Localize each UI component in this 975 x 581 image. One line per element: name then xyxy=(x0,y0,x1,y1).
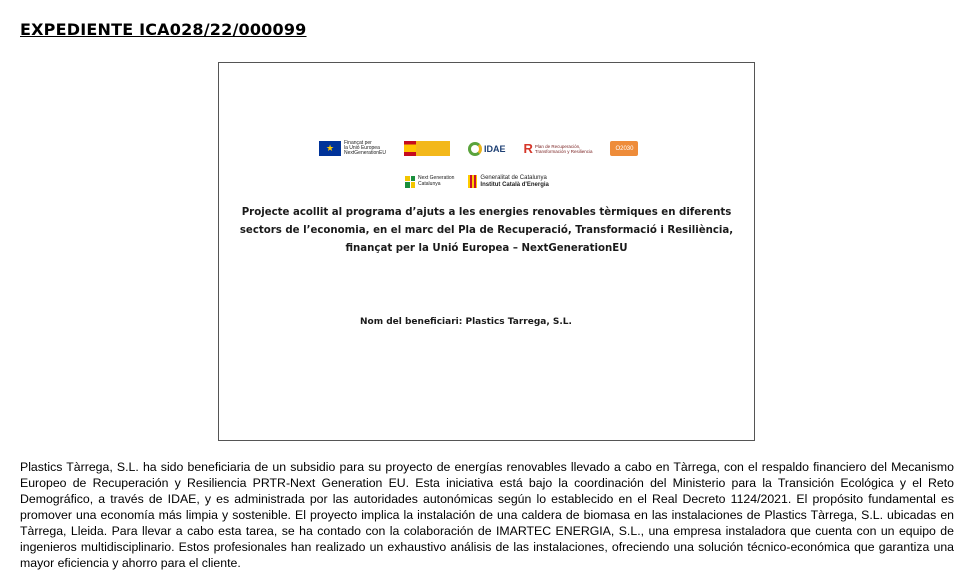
document-title: EXPEDIENTE ICA028/22/000099 xyxy=(20,20,307,39)
logo-row-bottom xyxy=(405,175,549,188)
funding-poster xyxy=(218,62,755,441)
gc-line1: Generalitat de Catalunya xyxy=(480,175,547,181)
next-generation-icon xyxy=(405,176,415,188)
idae-ring-icon xyxy=(468,142,482,156)
project-description: Plastics Tàrrega, S.L. ha sido beneficiaria de un subsidio para su proyecto de energías renovables llevado a cabo en Tàrrega, con el respaldo financiero del Mecanismo Europeo de Recuperación y Resiliencia PRTR-Next Generation EU. Esta iniciativa está bajo la coordinación del Ministerio para la Transición Ecológica y el Reto Demográfico, a través de IDAE, y es administrada por las autoridades autonómicas según lo establecido en el Real Decreto 1124/2021. El propósito fundamental es promover una economía más limpia y sostenible. El proyecto implica la instalación de una caldera de biomasa en las instalaciones de Plastics Tàrrega, S.L. ubicadas en Tàrrega, Lleida. Para llevar a cabo esta tarea, se ha contado con la colaboración de IMARTEC ENERGIA, S.L., una empresa instaladora que cuenta con un equipo de ingenieros multidisciplinario. Estos profesionales han realizado un exhaustivo análisis de las instalaciones, ofreciendo una solución técnico-económica que garantiza una mayor eficiencia y ahorro para el cliente. xyxy=(20,460,954,570)
spain-government-badge xyxy=(416,141,450,156)
ng-line1: Next Generation xyxy=(418,175,455,181)
idae-logo xyxy=(468,142,506,156)
beneficiary-name: Nom del beneficiari: Plastics Tarrega, S.L. xyxy=(360,317,572,327)
spain-government-logo xyxy=(404,141,450,156)
logo-row-top xyxy=(319,141,638,156)
program-line3: finançat per la Unió Europea – NextGenerationEU xyxy=(345,243,628,254)
eu-logo-line3: NextGenerationEU xyxy=(344,150,386,156)
spain-flag-icon xyxy=(404,141,416,156)
eu-logo-line1: Finançat per xyxy=(344,140,372,146)
program-line2: sectors de l’economia, en el marc del Pla de Recuperació, Transformació i Resiliència, xyxy=(239,225,734,236)
eu-flag-icon: ★ xyxy=(319,141,341,156)
gc-line2: Institut Català d'Energia xyxy=(480,181,549,188)
ng-line2: Catalunya xyxy=(418,180,441,187)
eu-funding-logo xyxy=(319,141,386,156)
program-statement xyxy=(219,204,754,258)
o2030-logo: O2030 xyxy=(610,141,638,156)
prtr-logo xyxy=(523,141,592,156)
idae-label: IDAE xyxy=(483,143,506,154)
prtr-line2: Transformación y Resiliencia xyxy=(534,148,593,154)
prtr-mark-icon: R xyxy=(523,141,533,156)
next-generation-catalunya-logo xyxy=(405,176,454,188)
program-line1: Projecte acollit al programa d’ajuts a les energies renovables tèrmiques en diferents xyxy=(241,207,732,218)
eu-logo-line2: la Unió Europea xyxy=(344,145,380,151)
generalitat-logo xyxy=(468,175,548,188)
senyera-icon xyxy=(468,175,477,188)
prtr-line1: Plan de Recuperación, xyxy=(534,143,581,149)
